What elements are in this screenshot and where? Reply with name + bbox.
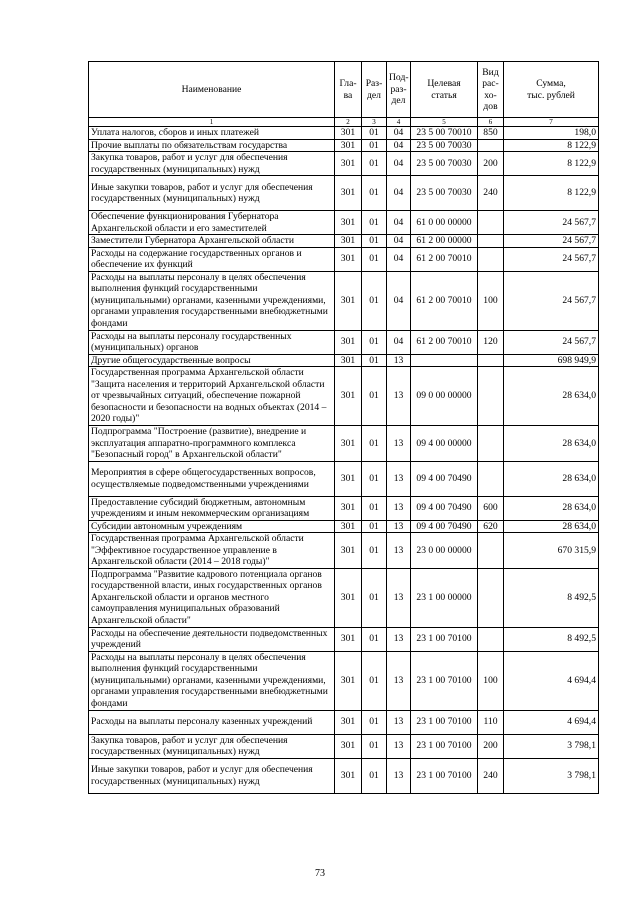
row-section: 01	[362, 211, 387, 235]
row-chapter: 301	[335, 127, 362, 140]
row-expense-type	[478, 568, 504, 627]
row-amount: 28 634,0	[504, 496, 599, 520]
table-row	[89, 461, 599, 496]
row-expense-type: 100	[478, 651, 504, 710]
header-section: Раз- дел	[362, 62, 387, 118]
row-chapter: 301	[335, 627, 362, 651]
table-row	[89, 568, 599, 627]
row-subsection: 04	[387, 271, 411, 330]
row-section: 01	[362, 176, 387, 211]
table-row	[89, 127, 599, 140]
row-section: 01	[362, 461, 387, 496]
row-subsection: 13	[387, 496, 411, 520]
table-row	[89, 271, 599, 330]
row-subsection: 13	[387, 758, 411, 793]
table-row	[89, 152, 599, 176]
row-chapter: 301	[335, 176, 362, 211]
row-chapter: 301	[335, 496, 362, 520]
table-row	[89, 533, 599, 569]
row-expense-type	[478, 139, 504, 152]
row-name: Мероприятия в сфере общегосударственных вопросов, осуществляемые подведомственными учреждениями	[89, 461, 335, 496]
row-chapter: 301	[335, 710, 362, 734]
row-amount: 4 694,4	[504, 710, 599, 734]
row-amount: 8 122,9	[504, 139, 599, 152]
header-expense-type: Вид рас- хо- дов	[478, 62, 504, 118]
row-chapter: 301	[335, 426, 362, 462]
table-row	[89, 354, 599, 367]
row-subsection: 13	[387, 568, 411, 627]
table-row	[89, 367, 599, 426]
row-subsection: 13	[387, 367, 411, 426]
row-name: Государственная программа Архангельской области "Эффективное государственное управление в Архангельской области (2014 – 2018 годы)"	[89, 533, 335, 569]
row-subsection: 13	[387, 354, 411, 367]
row-name: Заместители Губернатора Архангельской области	[89, 235, 335, 248]
row-section: 01	[362, 533, 387, 569]
table-body	[89, 127, 599, 794]
row-expense-type: 100	[478, 271, 504, 330]
row-target: 61 2 00 70010	[411, 330, 478, 354]
row-amount: 28 634,0	[504, 461, 599, 496]
row-section: 01	[362, 758, 387, 793]
row-section: 01	[362, 367, 387, 426]
row-expense-type: 110	[478, 710, 504, 734]
row-amount: 28 634,0	[504, 367, 599, 426]
column-number: 4	[387, 118, 411, 127]
row-section: 01	[362, 710, 387, 734]
row-amount: 670 315,9	[504, 533, 599, 569]
row-target: 09 4 00 70490	[411, 461, 478, 496]
row-expense-type: 850	[478, 127, 504, 140]
column-number: 1	[89, 118, 335, 127]
row-amount: 4 694,4	[504, 651, 599, 710]
table-row	[89, 627, 599, 651]
row-chapter: 301	[335, 139, 362, 152]
row-name: Другие общегосударственные вопросы	[89, 354, 335, 367]
row-chapter: 301	[335, 568, 362, 627]
row-expense-type: 240	[478, 758, 504, 793]
row-expense-type	[478, 461, 504, 496]
row-target: 09 4 00 70490	[411, 520, 478, 533]
row-name: Закупка товаров, работ и услуг для обеспечения государственных (муниципальных) нужд	[89, 734, 335, 758]
table-row	[89, 758, 599, 793]
row-name: Расходы на обеспечение деятельности подведомственных учреждений	[89, 627, 335, 651]
row-amount: 3 798,1	[504, 758, 599, 793]
row-expense-type: 200	[478, 734, 504, 758]
table-row	[89, 139, 599, 152]
row-expense-type	[478, 235, 504, 248]
row-target: 23 5 00 70030	[411, 176, 478, 211]
row-section: 01	[362, 734, 387, 758]
row-name: Расходы на выплаты персоналу в целях обеспечения выполнения функций государственными (муниципальными) органами, казенными учреждениями, органами управления государственными внебюджетными фондами	[89, 271, 335, 330]
row-subsection: 04	[387, 127, 411, 140]
row-chapter: 301	[335, 734, 362, 758]
table-row	[89, 247, 599, 271]
row-target: 23 1 00 70100	[411, 710, 478, 734]
row-name: Прочие выплаты по обязательствам государства	[89, 139, 335, 152]
row-expense-type: 600	[478, 496, 504, 520]
row-name: Иные закупки товаров, работ и услуг для обеспечения государственных (муниципальных) нужд	[89, 176, 335, 211]
column-number: 2	[335, 118, 362, 127]
row-amount: 24 567,7	[504, 271, 599, 330]
row-amount: 698 949,9	[504, 354, 599, 367]
budget-table	[88, 61, 599, 794]
row-subsection: 04	[387, 330, 411, 354]
row-target: 23 5 00 70030	[411, 139, 478, 152]
row-name: Государственная программа Архангельской области "Защита населения и территорий Архангельской области от чрезвычайных ситуаций, обеспечение пожарной безопасности и безопасности на водных объектах (2014 – 2020 годы)"	[89, 367, 335, 426]
row-section: 01	[362, 247, 387, 271]
row-section: 01	[362, 496, 387, 520]
row-subsection: 04	[387, 211, 411, 235]
row-amount: 3 798,1	[504, 734, 599, 758]
row-expense-type	[478, 367, 504, 426]
row-chapter: 301	[335, 651, 362, 710]
row-section: 01	[362, 627, 387, 651]
row-target: 23 5 00 70030	[411, 152, 478, 176]
row-subsection: 04	[387, 247, 411, 271]
table-row	[89, 426, 599, 462]
row-target	[411, 354, 478, 367]
row-amount: 8 122,9	[504, 152, 599, 176]
row-chapter: 301	[335, 211, 362, 235]
row-name: Закупка товаров, работ и услуг для обеспечения государственных (муниципальных) нужд	[89, 152, 335, 176]
column-number: 7	[504, 118, 599, 127]
column-number: 5	[411, 118, 478, 127]
row-amount: 28 634,0	[504, 426, 599, 462]
row-subsection: 13	[387, 710, 411, 734]
row-name: Подпрограмма "Построение (развитие), внедрение и эксплуатация аппаратно-программного комплекса "Безопасный город" в Архангельской области"	[89, 426, 335, 462]
row-subsection: 13	[387, 533, 411, 569]
row-section: 01	[362, 139, 387, 152]
row-target: 09 0 00 00000	[411, 367, 478, 426]
column-number: 6	[478, 118, 504, 127]
row-subsection: 04	[387, 152, 411, 176]
row-name: Иные закупки товаров, работ и услуг для обеспечения государственных (муниципальных) нужд	[89, 758, 335, 793]
row-name: Расходы на выплаты персоналу казенных учреждений	[89, 710, 335, 734]
row-section: 01	[362, 651, 387, 710]
row-amount: 24 567,7	[504, 247, 599, 271]
row-chapter: 301	[335, 247, 362, 271]
row-chapter: 301	[335, 758, 362, 793]
header-subsection: Под- раз- дел	[387, 62, 411, 118]
row-subsection: 04	[387, 176, 411, 211]
row-amount: 24 567,7	[504, 330, 599, 354]
row-chapter: 301	[335, 367, 362, 426]
row-expense-type: 200	[478, 152, 504, 176]
row-expense-type: 620	[478, 520, 504, 533]
row-target: 23 5 00 70010	[411, 127, 478, 140]
row-chapter: 301	[335, 330, 362, 354]
row-subsection: 13	[387, 627, 411, 651]
row-chapter: 301	[335, 461, 362, 496]
row-subsection: 13	[387, 520, 411, 533]
row-section: 01	[362, 568, 387, 627]
row-expense-type	[478, 211, 504, 235]
row-expense-type: 120	[478, 330, 504, 354]
row-subsection: 13	[387, 426, 411, 462]
row-target: 23 1 00 70100	[411, 627, 478, 651]
row-subsection: 04	[387, 235, 411, 248]
row-target: 09 4 00 00000	[411, 426, 478, 462]
row-chapter: 301	[335, 152, 362, 176]
row-target: 23 1 00 00000	[411, 568, 478, 627]
row-target: 23 1 00 70100	[411, 651, 478, 710]
column-number: 3	[362, 118, 387, 127]
row-section: 01	[362, 271, 387, 330]
row-amount: 198,0	[504, 127, 599, 140]
row-target: 23 1 00 70100	[411, 758, 478, 793]
header-name: Наименование	[89, 62, 335, 118]
row-target: 61 2 00 70010	[411, 247, 478, 271]
row-section: 01	[362, 235, 387, 248]
row-chapter: 301	[335, 354, 362, 367]
header-amount: Сумма, тыс. рублей	[504, 62, 599, 118]
row-expense-type: 240	[478, 176, 504, 211]
header-chapter: Гла- ва	[335, 62, 362, 118]
row-expense-type	[478, 426, 504, 462]
row-section: 01	[362, 426, 387, 462]
row-section: 01	[362, 520, 387, 533]
row-name: Уплата налогов, сборов и иных платежей	[89, 127, 335, 140]
row-chapter: 301	[335, 271, 362, 330]
row-section: 01	[362, 330, 387, 354]
row-name: Подпрограмма "Развитие кадрового потенциала органов государственной власти, иных государственных органов Архангельской области и органов местного самоуправления муниципальных образований Архангельской области"	[89, 568, 335, 627]
row-expense-type	[478, 247, 504, 271]
page-number: 73	[315, 868, 325, 879]
row-name: Расходы на выплаты персоналу государственных (муниципальных) органов	[89, 330, 335, 354]
row-section: 01	[362, 127, 387, 140]
row-target: 61 2 00 00000	[411, 235, 478, 248]
row-amount: 24 567,7	[504, 235, 599, 248]
table-row	[89, 211, 599, 235]
column-numbers-row	[89, 118, 599, 127]
table-row	[89, 176, 599, 211]
table-row	[89, 330, 599, 354]
row-amount: 8 492,5	[504, 627, 599, 651]
row-name: Предоставление субсидий бюджетным, автономным учреждениям и иным некоммерческим организациям	[89, 496, 335, 520]
row-name: Расходы на содержание государственных органов и обеспечение их функций	[89, 247, 335, 271]
row-amount: 8 122,9	[504, 176, 599, 211]
row-chapter: 301	[335, 533, 362, 569]
table-row	[89, 520, 599, 533]
row-chapter: 301	[335, 520, 362, 533]
table-row	[89, 710, 599, 734]
header-target: Целевая статья	[411, 62, 478, 118]
row-subsection: 04	[387, 139, 411, 152]
row-name: Обеспечение функционирования Губернатора Архангельской области и его заместителей	[89, 211, 335, 235]
table-row	[89, 235, 599, 248]
row-subsection: 13	[387, 461, 411, 496]
row-subsection: 13	[387, 651, 411, 710]
row-amount: 28 634,0	[504, 520, 599, 533]
row-section: 01	[362, 354, 387, 367]
row-target: 09 4 00 70490	[411, 496, 478, 520]
row-name: Субсидии автономным учреждениям	[89, 520, 335, 533]
row-expense-type	[478, 533, 504, 569]
row-amount: 8 492,5	[504, 568, 599, 627]
table-row	[89, 651, 599, 710]
row-target: 23 0 00 00000	[411, 533, 478, 569]
row-target: 61 0 00 00000	[411, 211, 478, 235]
row-subsection: 13	[387, 734, 411, 758]
row-amount: 24 567,7	[504, 211, 599, 235]
row-chapter: 301	[335, 235, 362, 248]
header-row	[89, 62, 599, 118]
row-expense-type	[478, 627, 504, 651]
row-target: 61 2 00 70010	[411, 271, 478, 330]
table-row	[89, 734, 599, 758]
row-name: Расходы на выплаты персоналу в целях обеспечения выполнения функций государственными (муниципальными) органами, казенными учреждениями, органами управления государственными внебюджетными фондами	[89, 651, 335, 710]
row-target: 23 1 00 70100	[411, 734, 478, 758]
row-section: 01	[362, 152, 387, 176]
table-row	[89, 496, 599, 520]
row-expense-type	[478, 354, 504, 367]
